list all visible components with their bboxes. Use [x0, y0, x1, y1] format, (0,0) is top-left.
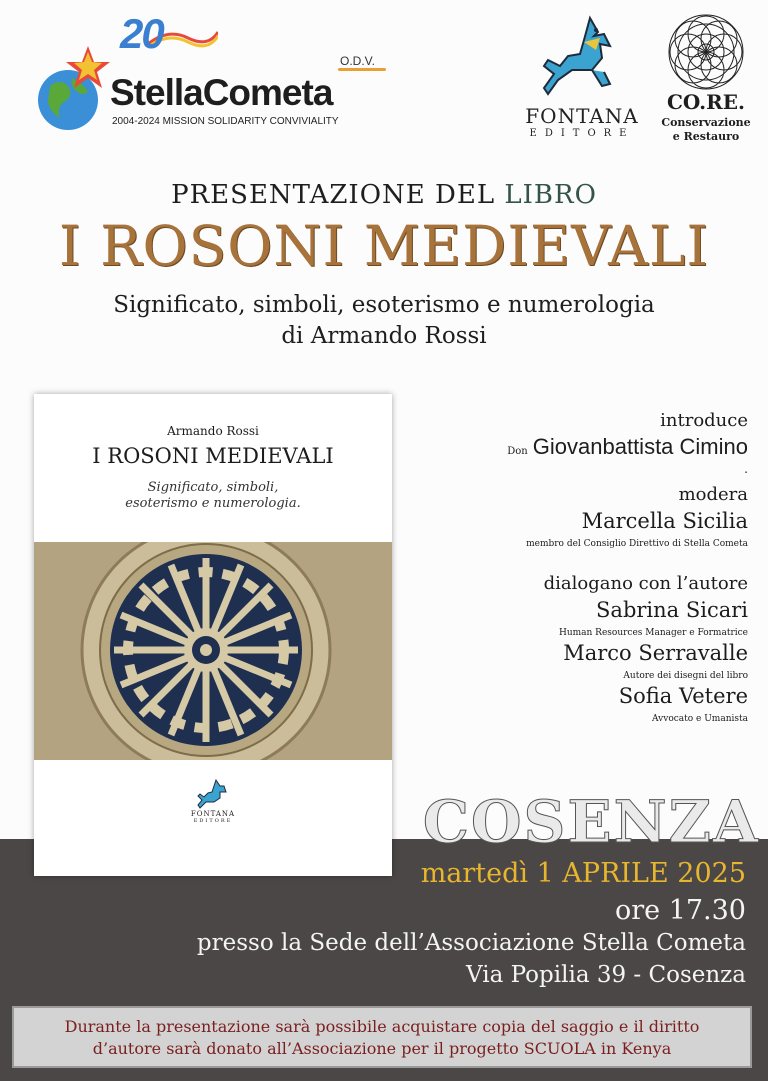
notice-line1: Durante la presentazione sarà possibile acquistare copia del saggio e il diritto	[64, 1017, 700, 1036]
headline-part2: LIBRO	[504, 180, 597, 210]
stella-cometa-logo	[28, 8, 388, 134]
rose-window-photo	[34, 542, 392, 760]
panelist-2-name: Marco Serravalle	[563, 641, 748, 665]
panelist-3-name: Sofia Vetere	[618, 684, 748, 708]
headline-part1: PRESENTAZIONE DEL	[171, 180, 505, 210]
notice-line2: d’autore sarà donato all’Associazione per il progetto SCUOLA in Kenya	[92, 1039, 672, 1058]
odv-label: O.D.V.	[340, 54, 375, 68]
core-sub1: Conservazione	[661, 116, 751, 129]
core-sub2: e Restauro	[672, 130, 740, 143]
intro-name: Giovanbattista Cimino	[532, 434, 748, 459]
intro-line	[507, 434, 748, 460]
panelist-3-role: Avvocato e Umanista	[652, 714, 748, 724]
stella-brand-name: StellaCometa	[110, 72, 333, 113]
cover-publisher	[34, 810, 392, 824]
dialog-label: dialogano con l’autore	[543, 573, 748, 594]
event-address: Via Popilia 39 - Cosenza	[466, 962, 746, 988]
cover-publisher-name: FONTANA	[190, 810, 236, 818]
cover-subtitle-line1: Significato, simboli,	[147, 480, 279, 495]
odv-underline	[338, 68, 386, 71]
anniversary-number: 20	[120, 10, 163, 57]
horse-icon	[538, 14, 630, 102]
rose-window-illustration	[34, 542, 392, 760]
cover-author: Armando Rossi	[167, 424, 259, 438]
moderator-name: Marcella Sicilia	[581, 509, 748, 533]
presentation-headline	[0, 180, 768, 210]
intro-prefix: Don	[507, 446, 528, 457]
core-logo	[650, 12, 762, 142]
fontana-editore-logo	[518, 14, 646, 142]
subtitle-line1: Significato, simboli, esoterismo e numerologia	[113, 292, 655, 318]
rose-window-icon	[666, 12, 746, 92]
fontana-sub: EDITORE	[529, 128, 635, 139]
subtitle-line2: di Armando Rossi	[281, 323, 487, 349]
event-city: COSENZA	[422, 788, 760, 856]
stella-tagline: 2004-2024 MISSION SOLIDARITY CONVIVIALITY	[112, 116, 339, 127]
event-date: martedì 1 APRILE 2025	[420, 858, 746, 889]
cover-horse-icon	[194, 778, 232, 810]
panelist-2-role: Autore dei disegni del libro	[623, 671, 748, 681]
book-cover	[34, 394, 392, 876]
core-name: CO.RE.	[667, 90, 745, 114]
separator-dot: .	[744, 462, 748, 476]
moderator-role: membro del Consiglio Direttivo di Stella Cometa	[526, 539, 748, 549]
fontana-name: FONTANA	[525, 104, 639, 128]
cover-title: I ROSONI MEDIEVALI	[92, 444, 334, 468]
notice-box	[12, 1006, 752, 1068]
moderator-label: modera	[678, 484, 748, 505]
book-subtitle	[0, 290, 768, 352]
globe-star-icon	[28, 38, 118, 134]
panelist-1-name: Sabrina Sicari	[596, 598, 748, 622]
panelist-1-role: Human Resources Manager e Formatrice	[558, 628, 748, 638]
event-time: ore 17.30	[614, 895, 746, 926]
book-title: I ROSONI MEDIEVALI	[58, 214, 710, 278]
cover-subtitle-line2: esoterismo e numerologia.	[125, 496, 301, 511]
cover-subtitle	[34, 480, 392, 512]
event-place: presso la Sede dell’Associazione Stella Cometa	[196, 930, 746, 956]
intro-label: introduce	[660, 410, 748, 431]
cover-publisher-sub: EDITORE	[193, 818, 233, 824]
